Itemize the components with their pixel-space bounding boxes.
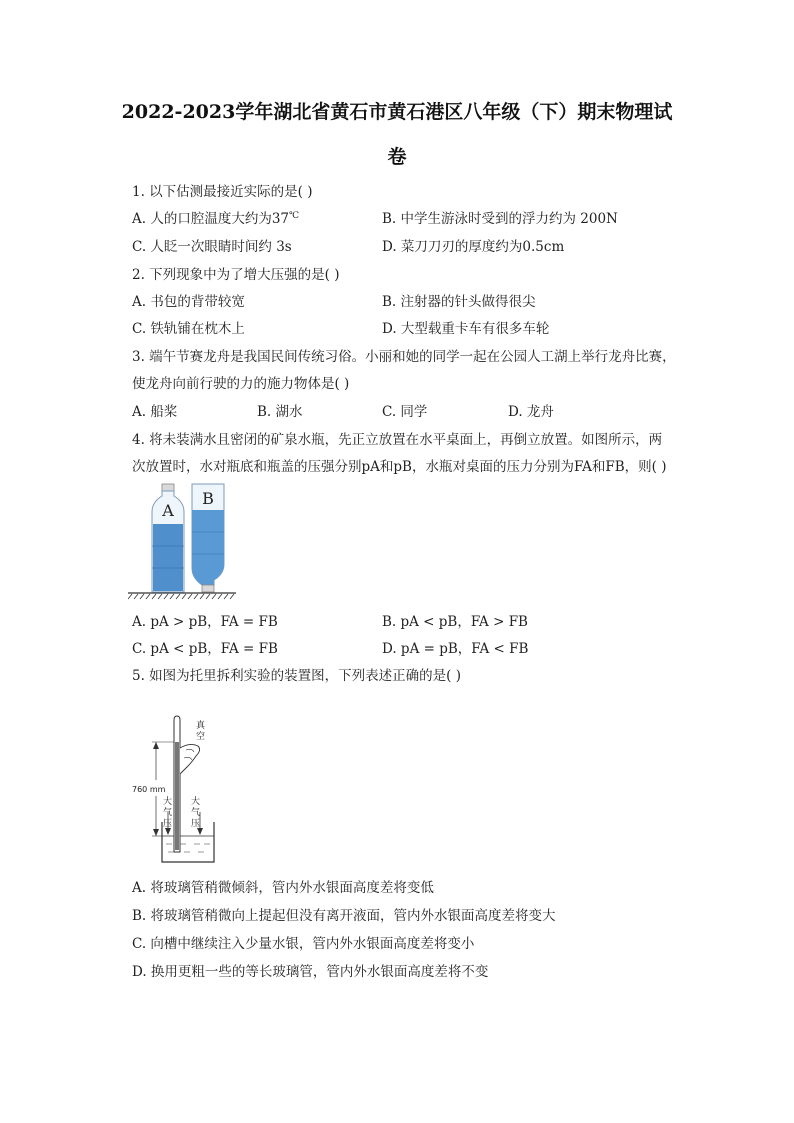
atm-label-right-3: 压 <box>191 819 201 829</box>
question-2-stem: 2. 下列现象中为了增大压强的是( ) <box>132 267 340 283</box>
question-4-stem-cont: 次放置时，水对瓶底和瓶盖的压强分别pA和pB，水瓶对桌面的压力分别为FA和FB，则( ) <box>132 459 667 475</box>
q2-option-a[interactable]: A. 书包的背带较宽 <box>132 294 245 310</box>
bottles-figure <box>128 480 238 600</box>
q5-option-d[interactable]: D. 换用更粗一些的等长玻璃管，管内外水银面高度差将不变 <box>132 964 489 980</box>
vacuum-label-1: 真 <box>196 721 206 731</box>
q4-option-d[interactable]: D. pA = pB，FA < FB <box>382 641 529 657</box>
atm-label-left-3: 压 <box>163 819 173 829</box>
q1-option-c[interactable]: C. 人眨一次眼睛时间约 3s <box>132 239 292 255</box>
q2-option-d[interactable]: D. 大型载重卡车有很多车轮 <box>382 321 550 337</box>
bottle-b-label: B <box>202 489 214 508</box>
q1-option-a-unit: ℃ <box>289 211 300 221</box>
vacuum-label-2: 空 <box>196 732 206 742</box>
atm-label-left-2: 气 <box>163 808 173 818</box>
q3-option-d[interactable]: D. 龙舟 <box>508 404 554 420</box>
q2-option-c[interactable]: C. 铁轨铺在枕木上 <box>132 321 245 337</box>
page-title: 2022-2023学年湖北省黄石市黄石港区八年级（下）期末物理试 <box>121 101 673 123</box>
question-3-stem: 3. 端午节赛龙舟是我国民间传统习俗。小丽和她的同学一起在公园人工湖上举行龙舟比赛， <box>132 349 676 365</box>
q5-option-b[interactable]: B. 将玻璃管稍微向上提起但没有离开液面，管内外水银面高度差将变大 <box>132 908 556 924</box>
page-title-cont: 卷 <box>387 146 407 168</box>
q1-option-d[interactable]: D. 菜刀刀刃的厚度约为0.5cm <box>382 239 565 255</box>
question-1-stem: 1. 以下估测最接近实际的是( ) <box>132 184 313 200</box>
q3-option-a[interactable]: A. 船桨 <box>132 404 178 420</box>
q2-option-b[interactable]: B. 注射器的针头做得很尖 <box>382 294 536 310</box>
q4-option-b[interactable]: B. pA < pB，FA > FB <box>382 614 528 630</box>
atm-label-right-2: 气 <box>191 808 201 818</box>
bottle-a-label: A <box>162 501 174 520</box>
question-3-stem-cont: 使龙舟向前行驶的力的施力物体是( ) <box>132 376 350 392</box>
q4-option-a[interactable]: A. pA > pB，FA = FB <box>132 614 278 630</box>
q3-option-b[interactable]: B. 湖水 <box>257 404 303 420</box>
question-5-stem: 5. 如图为托里拆利实验的装置图，下列表述正确的是( ) <box>132 668 461 684</box>
torricelli-figure <box>128 712 228 868</box>
atm-label-left-1: 大 <box>163 797 173 807</box>
q4-option-c[interactable]: C. pA < pB，FA = FB <box>132 641 278 657</box>
q1-option-b[interactable]: B. 中学生游泳时受到的浮力约为 200N <box>382 211 618 227</box>
q1-option-a[interactable] <box>132 207 299 227</box>
q3-option-c[interactable]: C. 同学 <box>382 404 428 420</box>
atm-label-right-1: 大 <box>191 797 201 807</box>
q1-option-a-text: A. 人的口腔温度大约为37 <box>132 211 290 227</box>
height-label: 760 mm <box>132 785 166 794</box>
q5-option-c[interactable]: C. 向槽中继续注入少量水银，管内外水银面高度差将变小 <box>132 936 475 952</box>
question-4-stem: 4. 将未装满水且密闭的矿泉水瓶，先正立放置在水平桌面上，再倒立放置。如图所示，两 <box>132 432 663 448</box>
q5-option-a[interactable]: A. 将玻璃管稍微倾斜，管内外水银面高度差将变低 <box>132 880 434 896</box>
